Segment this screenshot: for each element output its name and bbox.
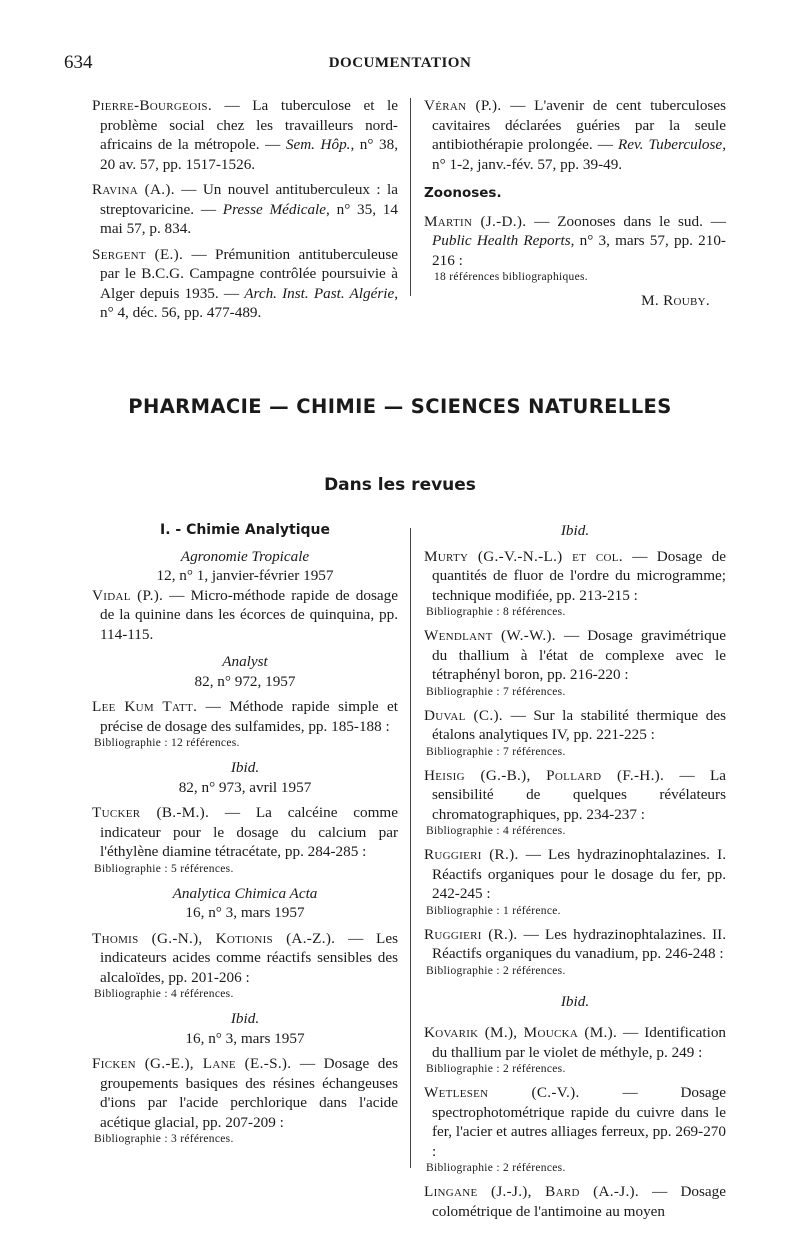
reference-entry: Duval (C.). — Sur la stabilité thermique des étalons analytiques IV, pp. 221-225 : — [424, 706, 726, 743]
subsection-title: Dans les revues — [324, 475, 476, 495]
journal-volume: 16, n° 3, mars 1957 — [185, 904, 305, 921]
running-title: DOCUMENTATION — [328, 55, 472, 71]
reference-entry: Lingane (J.-J.), Bard (A.-J.). — Dosage colométrique de l'antimoine au moyen — [424, 1183, 726, 1220]
journal-name: Ibid. — [230, 759, 260, 776]
journal-name: Analytica Chimica Acta — [172, 884, 318, 902]
bibliography-note: Bibliographie : 2 références. — [426, 1063, 566, 1075]
signature: M. Rouby. — [641, 292, 710, 309]
bibliography-note: Bibliographie : 4 références. — [426, 825, 566, 837]
reference-entry: Ruggieri (R.). — Les hydrazinophtalazines. I. Réactifs organiques pour le dosage du fer, pp. 242-245 : — [424, 846, 726, 902]
bibliography-note: Bibliographie : 7 références. — [426, 745, 566, 758]
bibliography-note: Bibliographie : 2 références. — [426, 964, 566, 977]
reference-entry: Heisig (G.-B.), Pollard (F.-H.). — La sensibilité de quelques révélateurs chromatographiques, pp. 234-237 : — [424, 766, 726, 823]
reference-entry: Lee Kum Tatt. — Méthode rapide simple et précise de dosage des sulfamides, pp. 185-188 : — [92, 698, 398, 735]
journal-name: Ibid. — [560, 992, 590, 1010]
reference-entry: Wetlesen (C.-V.). — Dosage spectrophotométrique rapide du cuivre dans le fer, l'acier et autres alliages ferreux, pp. 269-270 : — [424, 1084, 726, 1160]
top-left-column — [92, 96, 398, 329]
bibliography-note: Bibliographie : 7 références. — [426, 685, 566, 698]
top-right-column — [424, 96, 726, 311]
category-heading: I. - Chimie Analytique — [159, 522, 331, 538]
reference-entry: Ficken (G.-E.), Lane (E.-S.). — Dosage des groupements basiques des résines échangeuses d'ions par l'acide perchlorique dans l'acide acétique glacial, pp. 207-209 : — [92, 1055, 398, 1131]
reference-entry: Kovarik (M.), Moucka (M.). — Identification du thallium par le violet de méthyle, p. 249 : — [424, 1024, 727, 1061]
main-left-column — [92, 521, 398, 1153]
reference-entry: Pierre-Bourgeois. — La tuberculose et le problème social chez les travailleurs nord-africains de la métropole. — Sem. Hôp., n° 38, 20 av. 57, pp. 1517-1526. — [92, 97, 399, 173]
bibliography-note: Bibliographie : 4 références. — [94, 988, 234, 1000]
journal-name: Agronomie Tropicale — [180, 547, 310, 565]
bibliography-note: Bibliographie : 5 références. — [94, 862, 234, 875]
main-right-column — [424, 521, 726, 1222]
reference-entry: Sergent (E.). — Prémunition antituberculeuse par le B.C.G. Campagne contrôlée poursuivie à Alger depuis 1935. — Arch. Inst. Past. Algérie, n° 4, déc. 56, pp. 477-489. — [92, 245, 399, 321]
journal-volume: 82, n° 973, avril 1957 — [178, 778, 312, 796]
column-divider — [410, 98, 411, 296]
bibliography-note: Bibliographie : 12 références. — [94, 737, 240, 749]
bibliography-note: Bibliographie : 1 référence. — [426, 904, 561, 917]
section-title: PHARMACIE — CHIMIE — SCIENCES NATURELLES — [128, 395, 672, 418]
journal-name: Ibid. — [230, 1010, 260, 1027]
zoonoses-heading: Zoonoses. — [424, 185, 502, 201]
bibliography-note: Bibliographie : 3 références. — [94, 1133, 234, 1145]
journal-name: Ibid. — [560, 522, 590, 539]
journal-name: Analyst — [222, 653, 268, 670]
column-divider — [410, 528, 411, 1168]
bibliography-note: Bibliographie : 8 références. — [426, 606, 566, 618]
journal-volume: 16, n° 3, mars 1957 — [185, 1029, 305, 1047]
bibliography-note: Bibliographie : 2 références. — [426, 1162, 566, 1174]
reference-entry: Vidal (P.). — Micro-méthode rapide de dosage de la quinine dans les écorces de quinquina, pp. 114-115. — [92, 586, 398, 643]
page-number: 634 — [64, 52, 93, 73]
reference-entry: Thomis (G.-N.), Kotionis (A.-Z.). — Les indicateurs acides comme réactifs sensibles des alcaloïdes, pp. 201-206 : — [92, 929, 398, 986]
reference-entry: Véran (P.). — L'avenir de cent tuberculoses cavitaires déclarées guéries par la seule antibiothérapie prolongée. — Rev. Tuberculose, n° 1-2, janv.-fév. 57, pp. 39-49. — [424, 97, 726, 173]
reference-entry: Ruggieri (R.). — Les hydrazinophtalazines. II. Réactifs organiques du vanadium, pp. 246-248 : — [424, 925, 726, 962]
reference-entry: Martin (J.-D.). — Zoonoses dans le sud. — Public Health Reports, n° 3, mars 57, pp. 210-216 : — [424, 212, 726, 269]
bibliography-note: 18 références bibliographiques. — [434, 271, 588, 283]
reference-entry: Murty (G.-V.-N.-L.) et col. — Dosage de quantités de fluor de l'ordre du microgramme; technique modifiée, pp. 213-215 : — [424, 547, 726, 604]
reference-entry: Ravina (A.). — Un nouvel antituberculeux : la streptovaricine. — Presse Médicale, n° 35, 14 mai 57, p. 834. — [92, 181, 398, 237]
reference-entry: Tucker (B.-M.). — La calcéine comme indicateur pour le dosage du calcium par l'éthylène diamine tétracétate, pp. 284-285 : — [92, 804, 398, 860]
journal-volume: 82, n° 972, 1957 — [194, 672, 296, 690]
reference-entry: Wendlant (W.-W.). — Dosage gravimétrique du thallium à l'état de complexe avec le tétraphényl boron, pp. 216-220 : — [424, 627, 727, 683]
journal-volume: 12, n° 1, janvier-février 1957 — [156, 567, 334, 584]
